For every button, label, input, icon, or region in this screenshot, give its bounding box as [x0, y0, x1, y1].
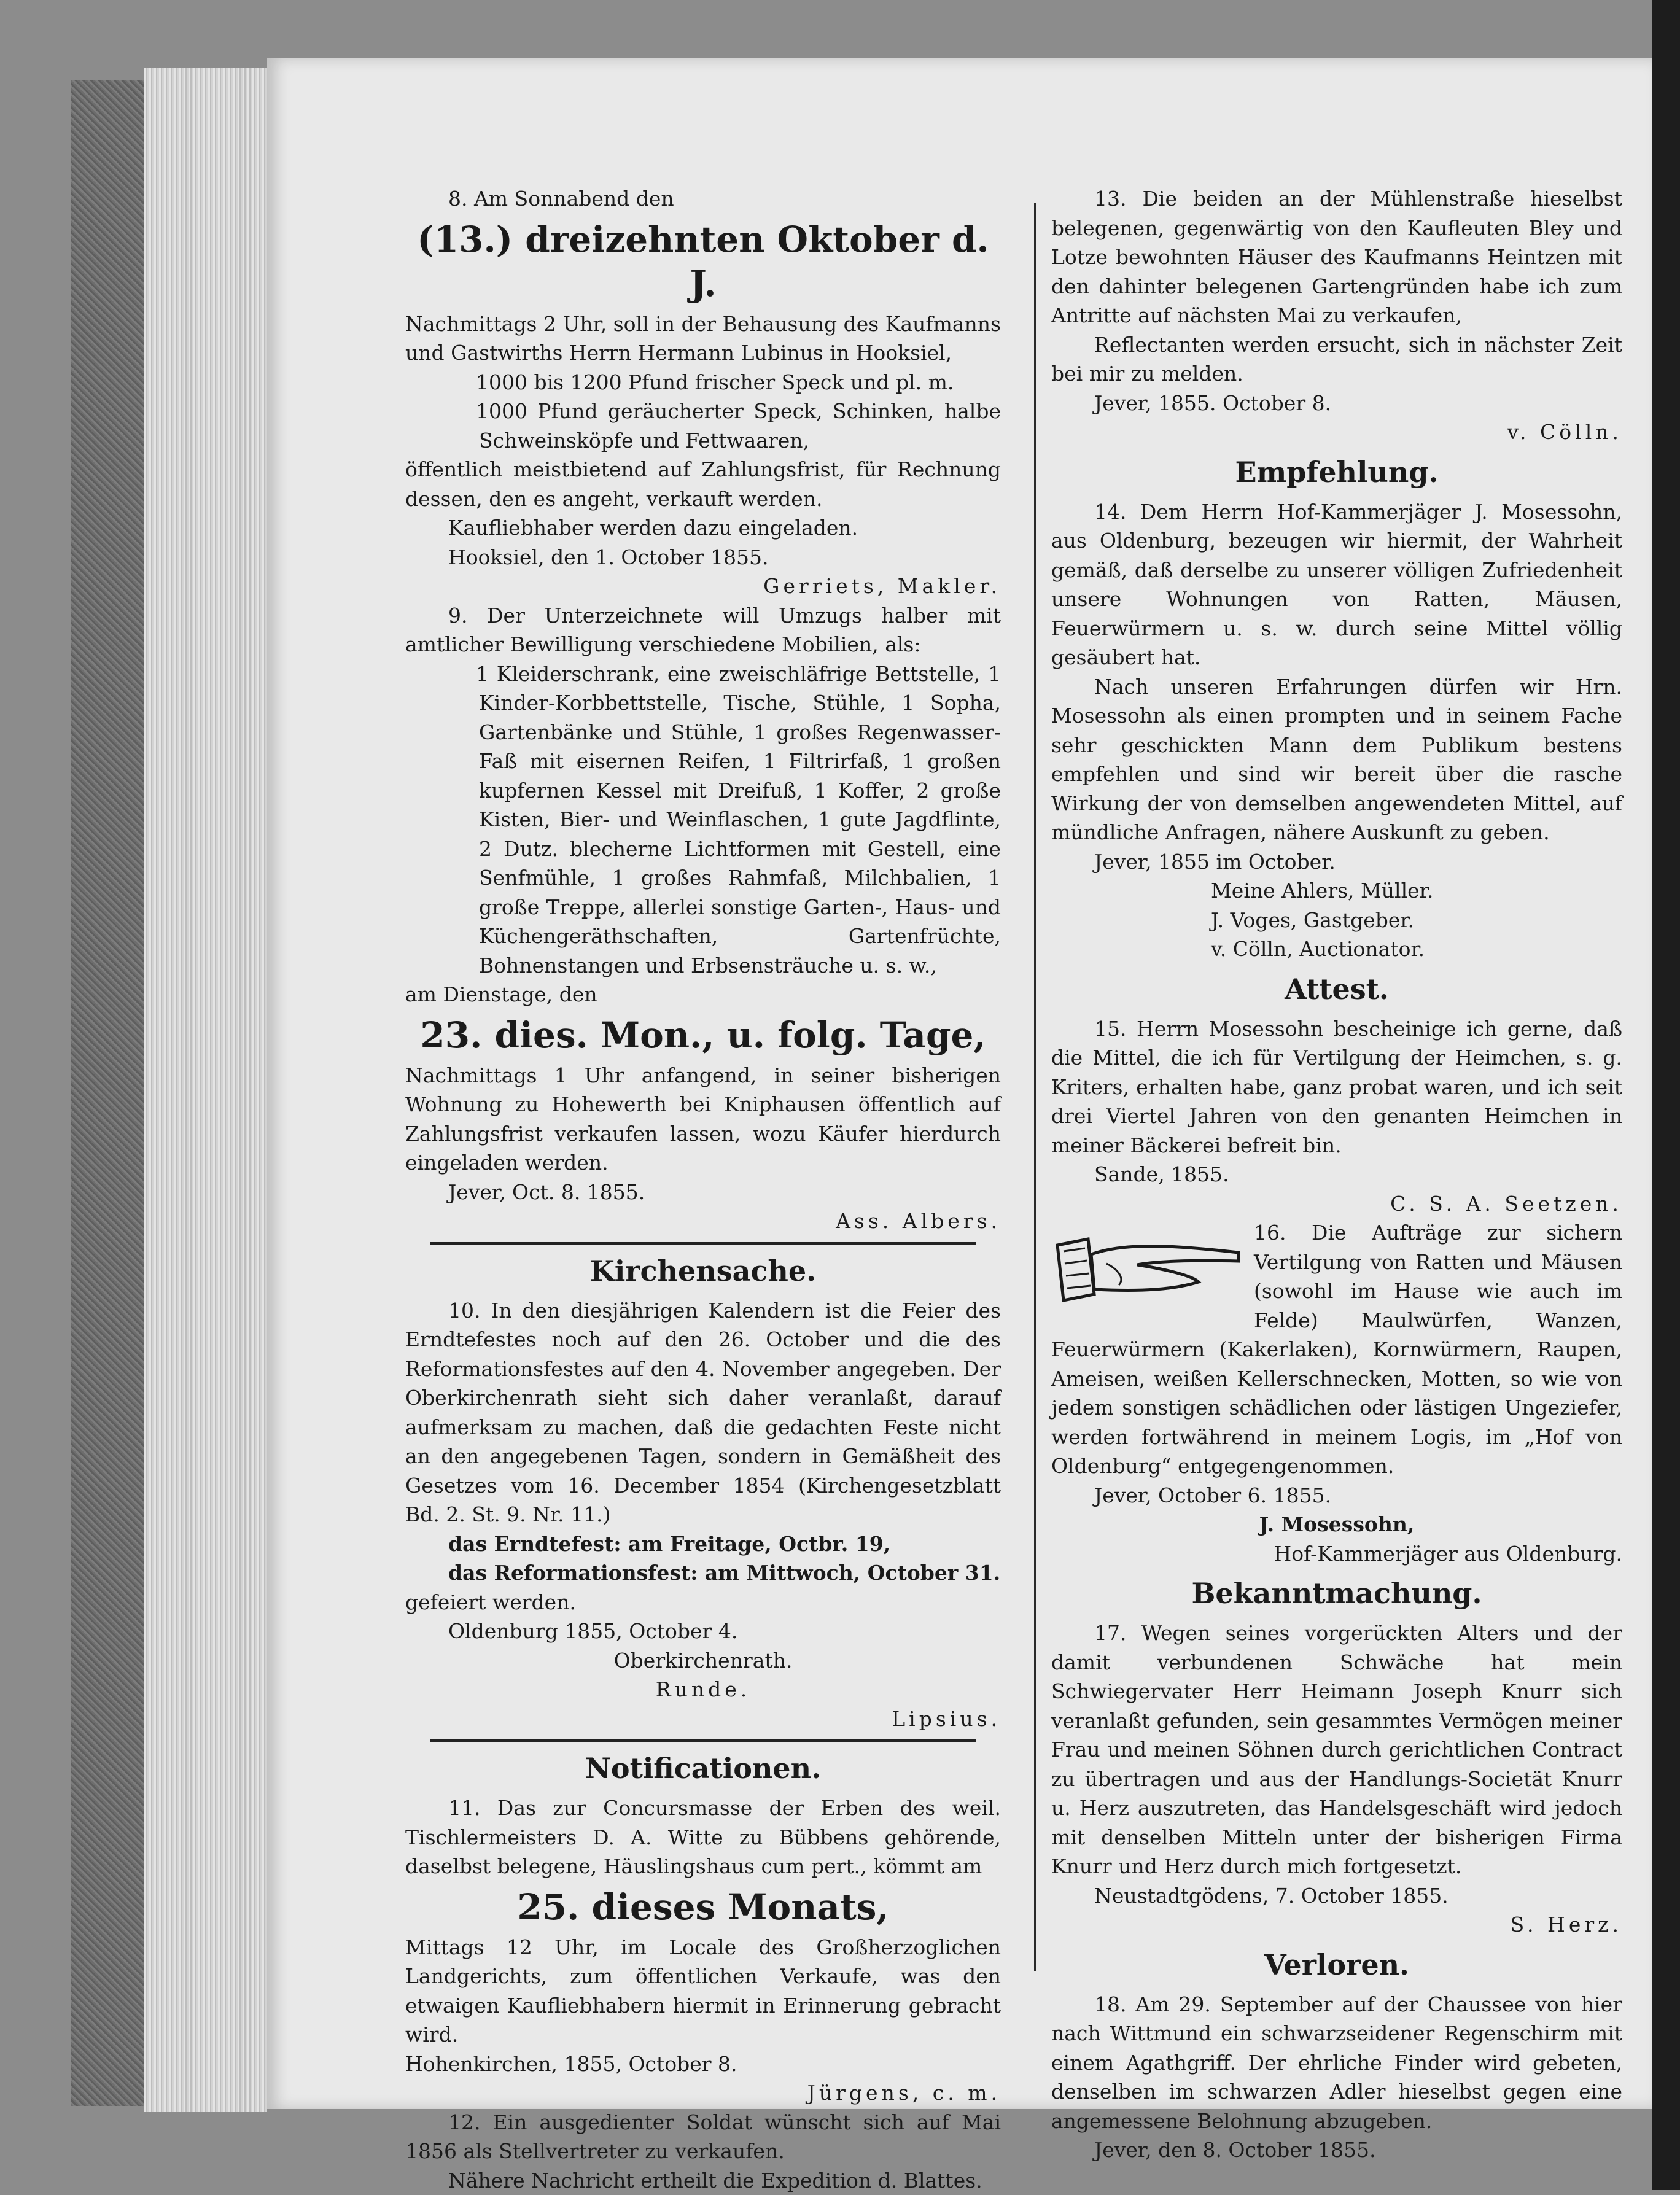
notice-8-place-date: Hooksiel, den 1. October 1855.	[405, 543, 1001, 572]
notice-10-fest: das Erndtefest: am Freitage, Octbr. 19,	[405, 1529, 1001, 1559]
book-spine	[71, 80, 147, 2106]
notice-15-place-date: Sande, 1855.	[1051, 1160, 1622, 1189]
notice-8-item: 1000 Pfund geräucherter Speck, Schinken, halbe Schweinsköpfe und Fettwaaren,	[405, 397, 1001, 455]
notice-11-place-date: Hohenkirchen, 1855, October 8.	[405, 2049, 1001, 2079]
notice-16-title: Hof-Kammerjäger aus Oldenburg.	[1051, 1539, 1622, 1569]
notice-10-org: Oberkirchenrath.	[405, 1646, 1001, 1676]
scan-border	[1652, 0, 1680, 2190]
notice-11-body: 11. Das zur Concursmasse der Erben des weil. Tischlermeisters D. A. Witte zu Bübbens gehörende, daselbst belegene, Häuslingshaus cum pert., kömmt am	[405, 1793, 1001, 1881]
notice-10-signature: Lipsius.	[405, 1704, 1001, 1734]
notice-17-body: 17. Wegen seines vorgerückten Alters und der damit verbundenen Schwäche hat mein Schwiegervater Herr Heimann Joseph Knurr sich veranlaßt gefunden, sein gesammtes Vermögen meiner Frau und meinen Söhnen durch gerichtlichen Contract zu übertragen und aus der Handlungs-Societät Knurr u. Herz auszutreten, das Handelsgeschäft wird jedoch mit denselben Mitteln unter der bisherigen Firma Knurr und Herz durch mich fortgesetzt.	[1051, 1618, 1622, 1881]
notice-13-place-date: Jever, 1855. October 8.	[1051, 389, 1622, 418]
notice-16	[1051, 1218, 1622, 1481]
notice-15-signature: C. S. A. Seetzen.	[1051, 1189, 1622, 1219]
heading-verloren: Verloren.	[1051, 1944, 1622, 1985]
heading-notificationen: Notificationen.	[405, 1748, 1001, 1789]
notice-10-fest: das Reformationsfest: am Mittwoch, October 31.	[405, 1558, 1001, 1588]
heading-attest: Attest.	[1051, 969, 1622, 1009]
right-column	[1051, 184, 1622, 2026]
notice-8-body: öffentlich meistbietend auf Zahlungsfrist, für Rechnung dessen, den es angeht, verkauft werden.	[405, 455, 1001, 513]
notice-17-signature: S. Herz.	[1051, 1910, 1622, 1940]
notice-12-body: 12. Ein ausgedienter Soldat wünscht sich auf Mai 1856 als Stellvertreter zu verkaufen.	[405, 2108, 1001, 2166]
heading-kirchensache: Kirchensache.	[405, 1251, 1001, 1291]
notice-16-place-date: Jever, October 6. 1855.	[1051, 1481, 1622, 1510]
notice-13-body: Reflectanten werden ersucht, sich in nächster Zeit bei mir zu melden.	[1051, 330, 1622, 389]
notice-11-body: Mittags 12 Uhr, im Locale des Großherzoglichen Landgerichts, zum öffentlichen Verkaufe, was den etwaigen Kaufliebhabern hiermit in Erinnerung gebracht wird.	[405, 1933, 1001, 2049]
notice-14-signature: J. Voges, Gastgeber.	[1051, 906, 1622, 935]
heading-bekanntmachung: Bekanntmachung.	[1051, 1573, 1622, 1614]
notice-10-place-date: Oldenburg 1855, October 4.	[405, 1617, 1001, 1646]
notice-8-intro: 8. Am Sonnabend den	[405, 184, 1001, 214]
notice-8-body: Nachmittags 2 Uhr, soll in der Behausung des Kaufmanns und Gastwirths Herrn Hermann Lubinus in Hooksiel,	[405, 309, 1001, 368]
notice-8-item: 1000 bis 1200 Pfund frischer Speck und pl. m.	[405, 368, 1001, 397]
pointing-hand-icon	[1051, 1221, 1248, 1313]
notice-13-body: 13. Die beiden an der Mühlenstraße hieselbst belegenen, gegenwärtig von den Kaufleuten Bley und Lotze bewohnten Häuser des Kaufmanns Heintzen mit den dahinter belegenen Gartengründen habe ich zum Antritte auf nächsten Mai zu verkaufen,	[1051, 184, 1622, 330]
notice-14-signature: v. Cölln, Auctionator.	[1051, 934, 1622, 964]
notice-9-items: 1 Kleiderschrank, eine zweischläfrige Bettstelle, 1 Kinder-Korbbettstelle, Tische, Stühle, 1 Sopha, Gartenbänke und Stühle, 1 großes Regenwasser-Faß mit eisernen Reifen, 1 Filtrirfaß, 1 großen kupfernen Kessel mit Dreifuß, 1 Koffer, 2 große Kisten, Bier- und Weinflaschen, 1 gute Jagdflinte, 2 Dutz. blecherne Lichtformen mit Gestell, eine Senfmühle, 1 großes Rahmfaß, Milchbalien, 1 große Treppe, allerlei sonstige Garten-, Haus- und Küchengeräthschaften, Gartenfrüchte, Bohnenstangen und Erbsensträuche u. s. w.,	[405, 659, 1001, 981]
notice-16-body: 16. Die Aufträge zur sichern Vertilgung von Ratten und Mäusen (sowohl im Hause wie auch im Felde) Maulwürfen, Wanzen, Feuerwürmern (Kakerlaken), Kornwürmern, Raupen, Ameisen, weißen Kellerschnecken, Motten, so wie von jedem sonstigen schädlichen oder lästigen Ungeziefer, werden fortwährend in meinem Logis, im „Hof von Oldenburg“ entgegengenommen.	[1051, 1218, 1622, 1481]
page-edges	[144, 68, 267, 2112]
notice-9-body: Nachmittags 1 Uhr anfangend, in seiner bisherigen Wohnung zu Hohewerth bei Kniphausen öffentlich auf Zahlungsfrist verkaufen lassen, wozu Käufer hierdurch eingeladen werden.	[405, 1061, 1001, 1178]
notice-16-signature: J. Mosessohn,	[1051, 1510, 1622, 1539]
notice-10-body: 10. In den diesjährigen Kalendern ist die Feier des Erndtefestes noch auf den 26. October und die des Reformationsfestes auf den 4. November angegeben. Der Oberkirchenrath sieht sich daher veranlaßt, darauf aufmerksam zu machen, daß die gedachten Feste nicht an den angegebenen Tagen, sondern in Gemäßheit des Gesetzes vom 16. December 1854 (Kirchengesetzblatt Bd. 2. St. 9. Nr. 11.)	[405, 1296, 1001, 1529]
left-column	[405, 184, 1001, 2026]
notice-8-invite: Kaufliebhaber werden dazu eingeladen.	[405, 513, 1001, 543]
notice-10-signature: Runde.	[405, 1675, 1001, 1704]
notice-9-on: am Dienstage, den	[405, 980, 1001, 1009]
notice-9-signature: Ass. Albers.	[405, 1206, 1001, 1236]
notice-14-place-date: Jever, 1855 im October.	[1051, 847, 1622, 877]
notice-9-intro: 9. Der Unterzeichnete will Umzugs halber mit amtlicher Bewilligung verschiedene Mobilien, als:	[405, 601, 1001, 659]
notice-14-body: 14. Dem Herrn Hof-Kammerjäger J. Mosessohn, aus Oldenburg, bezeugen wir hiermit, der Wahrheit gemäß, daß derselbe zu unserer völligen Zufriedenheit unsere Wohnungen von Ratten, Mäusen, Feuerwürmern u. s. w. durch seine Mittel völlig gesäubert hat.	[1051, 497, 1622, 672]
notice-9-place-date: Jever, Oct. 8. 1855.	[405, 1178, 1001, 1207]
notice-17-place-date: Neustadtgödens, 7. October 1855.	[1051, 1881, 1622, 1911]
notice-12-info: Nähere Nachricht ertheilt die Expedition d. Blattes.	[405, 2166, 1001, 2195]
notice-8-date: (13.) dreizehnten Oktober d. J.	[405, 217, 1001, 306]
notice-14-body: Nach unseren Erfahrungen dürfen wir Hrn. Mosessohn als einen prompten und in seinem Fache sehr geschickten Mann dem Publikum bestens empfehlen und sind wir bereit über die rasche Wirkung der von demselben angewendeten Mittel, auf mündliche Anfragen, nähere Auskunft zu geben.	[1051, 672, 1622, 847]
section-rule	[430, 1739, 976, 1742]
notice-18-body: 18. Am 29. September auf der Chaussee von hier nach Wittmund ein schwarzseidener Regenschirm mit einem Agathgriff. Der ehrliche Finder wird gebeten, denselben im schwarzen Adler hieselbst gegen eine angemessene Belohnung abzugeben.	[1051, 1990, 1622, 2136]
notice-11-date: 25. dieses Monats,	[405, 1885, 1001, 1929]
notice-13-signature: v. Cölln.	[1051, 418, 1622, 447]
section-rule	[430, 1242, 976, 1245]
notice-8-signature: Gerriets, Makler.	[405, 572, 1001, 601]
notice-11-signature: Jürgens, c. m.	[405, 2078, 1001, 2108]
notice-10-end: gefeiert werden.	[405, 1588, 1001, 1617]
column-divider	[1034, 203, 1036, 1971]
heading-empfehlung: Empfehlung.	[1051, 452, 1622, 492]
notice-18-place-date: Jever, den 8. October 1855.	[1051, 2135, 1622, 2165]
notice-9-date: 23. dies. Mon., u. folg. Tage,	[405, 1013, 1001, 1057]
notice-14-signature: Meine Ahlers, Müller.	[1051, 876, 1622, 906]
notice-15-body: 15. Herrn Mosessohn bescheinige ich gerne, daß die Mittel, die ich für Vertilgung der Heimchen, s. g. Kriters, erhalten habe, ganz probat waren, und ich seit drei Viertel Jahren von den genanten Heimchen in meiner Bäckerei befreit bin.	[1051, 1014, 1622, 1160]
